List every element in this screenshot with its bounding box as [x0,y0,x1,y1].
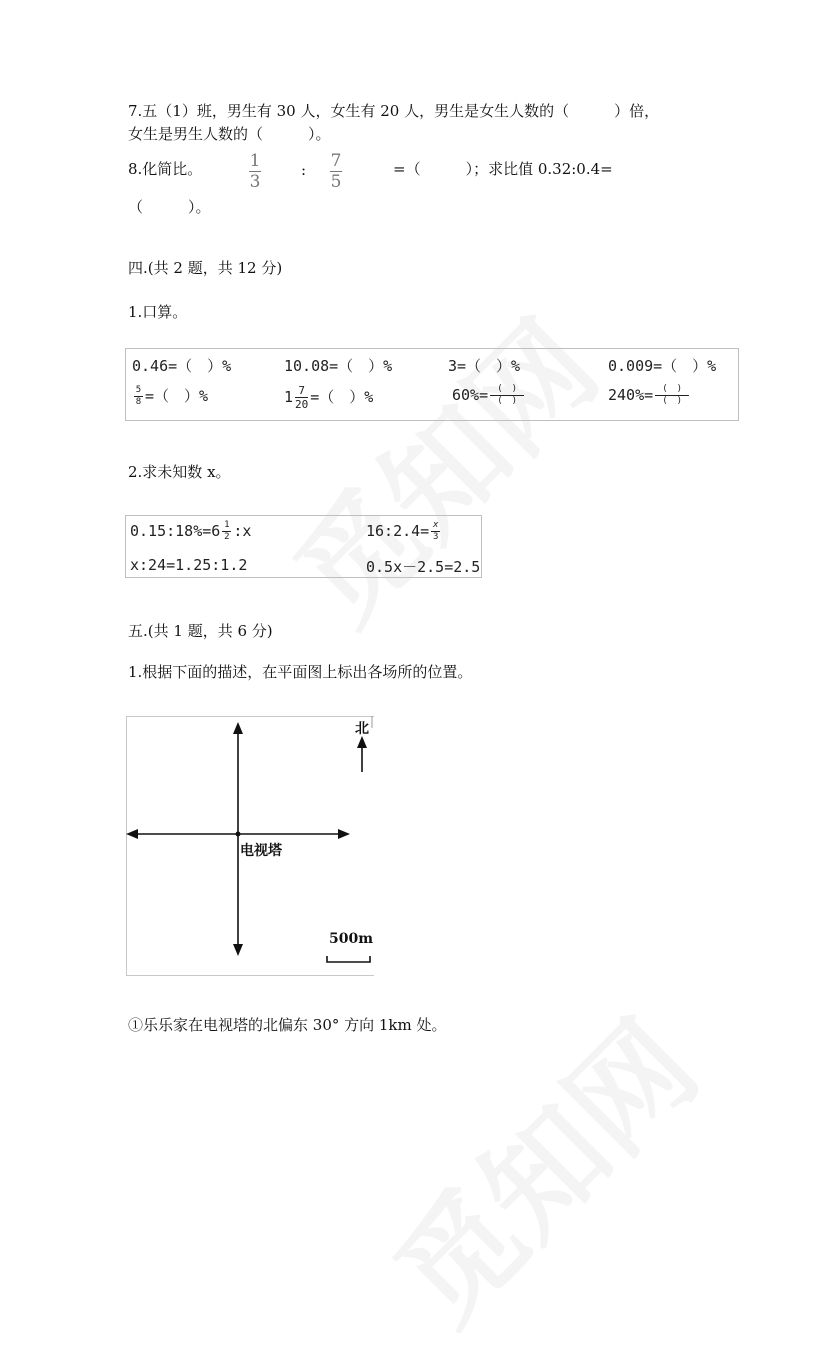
fraction [431,521,440,542]
mental-math-item: 10.08=（ ）% [284,357,393,375]
numerator: ( ) [662,384,683,394]
q8-frac2-denominator: 5 [330,172,342,192]
arrow-up-icon [233,722,243,734]
q8-frac1-numerator: 1 [249,151,261,171]
equation [130,521,251,542]
scale-label: 500m [329,931,374,947]
solve-x-table [125,515,482,578]
fraction [134,386,143,407]
q8-prefix: 8.化简比。 [128,160,203,178]
center-point [236,832,241,837]
fraction-blank [655,385,689,406]
equation-lead: 0.15:18%=6 [130,522,221,540]
numerator: 1 [224,520,230,530]
section4-q1-title: 1.口算。 [128,303,188,321]
q8-line2: （ ）。 [128,198,211,216]
north-label: 北 [355,721,369,737]
fraction [222,521,231,542]
denominator: 8 [135,397,142,407]
section5-item1: ①乐乐家在电视塔的北偏东 30° 方向 1km 处。 [128,1016,447,1034]
q7-line2: 女生是男生人数的（ ）。 [128,125,331,143]
mental-math-table [125,348,739,421]
equation-rest: :x [233,522,252,540]
numerator: 5 [135,385,142,395]
denominator: ( ) [662,396,683,406]
q7-line1: 7.五（1）班，男生有 30 人，女生有 20 人，男生是女生人数的（ ）倍， [128,102,660,120]
mental-math-item: 0.009=（ ）% [608,357,717,375]
whole-number: 1 [284,388,294,406]
mental-math-item [608,385,691,406]
mental-math-item: 3=（ ）% [448,357,521,375]
section5-heading: 五.(共 1 题，共 6 分) [128,622,273,640]
equation [366,521,442,542]
equation-lead: 16:2.4= [366,522,430,540]
watermark [252,278,628,654]
q8-frac1-denominator: 3 [249,172,261,192]
mental-math-item [452,385,526,406]
tv-tower-label: 电视塔 [240,843,282,859]
numerator: ( ) [497,384,518,394]
denominator: 20 [295,398,309,411]
q8-suffix: =（ ）；求比值 0.32:0.4= [393,160,613,178]
expression-rest: =（ ）% [145,387,209,405]
mental-math-item [284,385,373,410]
q8-colon: : [301,161,307,179]
arrow-down-icon [233,944,243,956]
section4-q2-title: 2.求未知数 x。 [128,463,231,481]
arrow-left-icon [126,829,138,839]
fraction-blank [490,385,524,406]
arrow-right-icon [338,829,350,839]
fraction [295,385,308,410]
denominator: ( ) [497,396,518,406]
expression-lead: 60%= [452,386,489,404]
mental-math-item [132,385,208,407]
mental-math-item: 0.46=（ ）% [132,357,232,375]
numerator: x [433,520,439,530]
expression-rest: =（ ）% [310,388,374,406]
denominator: 3 [433,532,439,542]
section5-q1-title: 1.根据下面的描述，在平面图上标出各场所的位置。 [128,663,473,681]
q8-frac2-numerator: 7 [330,151,342,171]
expression-lead: 240%= [608,386,654,404]
equation: 0.5x－2.5=2.5 [366,558,481,576]
equation: x:24=1.25:1.2 [130,556,248,574]
q8-fraction-2 [330,152,342,191]
numerator: 7 [298,384,305,397]
q8-fraction-1 [249,152,261,191]
scale-bar [327,956,370,962]
denominator: 2 [224,532,230,542]
section4-heading: 四.(共 2 题，共 12 分) [128,259,283,277]
